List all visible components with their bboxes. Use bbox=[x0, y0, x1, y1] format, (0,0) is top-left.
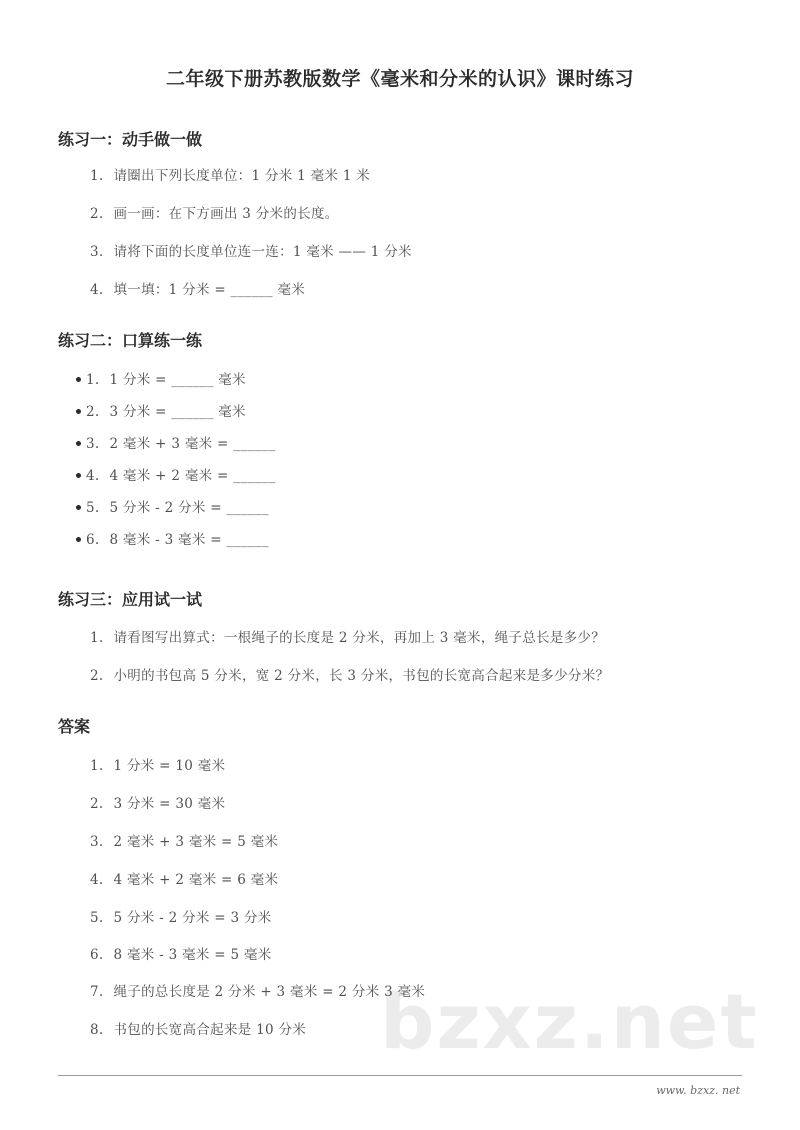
item-number: 3. bbox=[86, 436, 100, 452]
item-number: 4. bbox=[90, 872, 104, 888]
item-number: 1. bbox=[90, 758, 104, 774]
list-item bbox=[90, 626, 605, 646]
page-title: 二年级下册苏教版数学《毫米和分米的认识》课时练习 bbox=[165, 68, 634, 90]
list-item bbox=[90, 792, 225, 812]
item-text: 请将下面的长度单位连一连：1 毫米 —— 1 分米 bbox=[113, 244, 412, 260]
item-text: 3 分米 = 30 毫米 bbox=[113, 796, 226, 812]
item-number: 3. bbox=[90, 244, 104, 260]
list-item bbox=[90, 202, 339, 222]
item-text: 5 分米 - 2 分米 = 3 分米 bbox=[113, 910, 272, 926]
section-heading-exercise-2: 练习二：口算练一练 bbox=[58, 331, 203, 350]
item-number: 3. bbox=[90, 834, 104, 850]
list-item bbox=[90, 278, 305, 298]
list-item bbox=[90, 943, 272, 963]
item-number: 4. bbox=[86, 468, 100, 484]
item-number: 8. bbox=[90, 1022, 104, 1038]
list-item bbox=[76, 368, 246, 388]
item-number: 7. bbox=[90, 984, 104, 1000]
item-text: 3 分米 = ______ 毫米 bbox=[109, 404, 246, 420]
item-text: 2 毫米 + 3 毫米 = ______ bbox=[109, 436, 276, 452]
item-number: 1. bbox=[90, 630, 104, 646]
list-item bbox=[90, 906, 272, 926]
item-text: 1 分米 = 10 毫米 bbox=[113, 758, 226, 774]
section-heading-exercise-3: 练习三：应用试一试 bbox=[58, 590, 203, 609]
item-text: 请圈出下列长度单位：1 分米 1 毫米 1 米 bbox=[113, 168, 371, 184]
list-item bbox=[90, 868, 278, 888]
list-item bbox=[90, 164, 370, 184]
item-text: 2 毫米 + 3 毫米 = 5 毫米 bbox=[113, 834, 279, 850]
list-item bbox=[90, 830, 278, 850]
list-item bbox=[90, 1018, 306, 1038]
list-item bbox=[76, 496, 269, 516]
item-number: 4. bbox=[90, 282, 104, 298]
item-number: 5. bbox=[90, 910, 104, 926]
section-heading-exercise-1: 练习一：动手做一做 bbox=[58, 130, 203, 149]
list-item bbox=[90, 980, 425, 1000]
item-number: 2. bbox=[90, 668, 104, 684]
bullet-icon bbox=[76, 473, 81, 478]
item-text: 绳子的总长度是 2 分米 + 3 毫米 = 2 分米 3 毫米 bbox=[113, 984, 426, 1000]
list-item bbox=[76, 432, 276, 452]
item-text: 5 分米 - 2 分米 = ______ bbox=[109, 500, 269, 516]
item-text: 画一画：在下方画出 3 分米的长度。 bbox=[113, 206, 339, 222]
item-text: 书包的长宽高合起来是 10 分米 bbox=[113, 1022, 307, 1038]
footer-divider bbox=[58, 1075, 742, 1076]
item-text: 8 毫米 - 3 毫米 = 5 毫米 bbox=[113, 947, 272, 963]
item-text: 填一填：1 分米 = ______ 毫米 bbox=[113, 282, 306, 298]
list-item bbox=[76, 464, 276, 484]
list-item bbox=[90, 754, 225, 774]
item-number: 6. bbox=[86, 532, 100, 548]
item-text: 小明的书包高 5 分米，宽 2 分米，长 3 分米，书包的长宽高合起来是多少分米？ bbox=[113, 668, 610, 684]
section-heading-answers: 答案 bbox=[58, 717, 91, 736]
item-text: 4 毫米 + 2 毫米 = ______ bbox=[109, 468, 276, 484]
list-item bbox=[76, 528, 269, 548]
item-number: 2. bbox=[86, 404, 100, 420]
list-item bbox=[90, 240, 412, 260]
bullet-icon bbox=[76, 377, 81, 382]
bullet-icon bbox=[76, 537, 81, 542]
bullet-icon bbox=[76, 441, 81, 446]
item-text: 8 毫米 - 3 毫米 = ______ bbox=[109, 532, 269, 548]
bullet-icon bbox=[76, 505, 81, 510]
bullet-icon bbox=[76, 409, 81, 414]
footer-url: www. bzxz. net bbox=[656, 1084, 740, 1097]
item-number: 2. bbox=[90, 206, 104, 222]
list-item bbox=[90, 664, 609, 684]
watermark: bzxz.net bbox=[380, 977, 759, 1066]
item-number: 1. bbox=[90, 168, 104, 184]
item-text: 请看图写出算式：一根绳子的长度是 2 分米，再加上 3 毫米，绳子总长是多少？ bbox=[113, 630, 606, 646]
item-text: 1 分米 = ______ 毫米 bbox=[109, 372, 246, 388]
item-text: 4 毫米 + 2 毫米 = 6 毫米 bbox=[113, 872, 279, 888]
item-number: 2. bbox=[90, 796, 104, 812]
item-number: 5. bbox=[86, 500, 100, 516]
item-number: 1. bbox=[86, 372, 100, 388]
list-item bbox=[76, 400, 246, 420]
item-number: 6. bbox=[90, 947, 104, 963]
